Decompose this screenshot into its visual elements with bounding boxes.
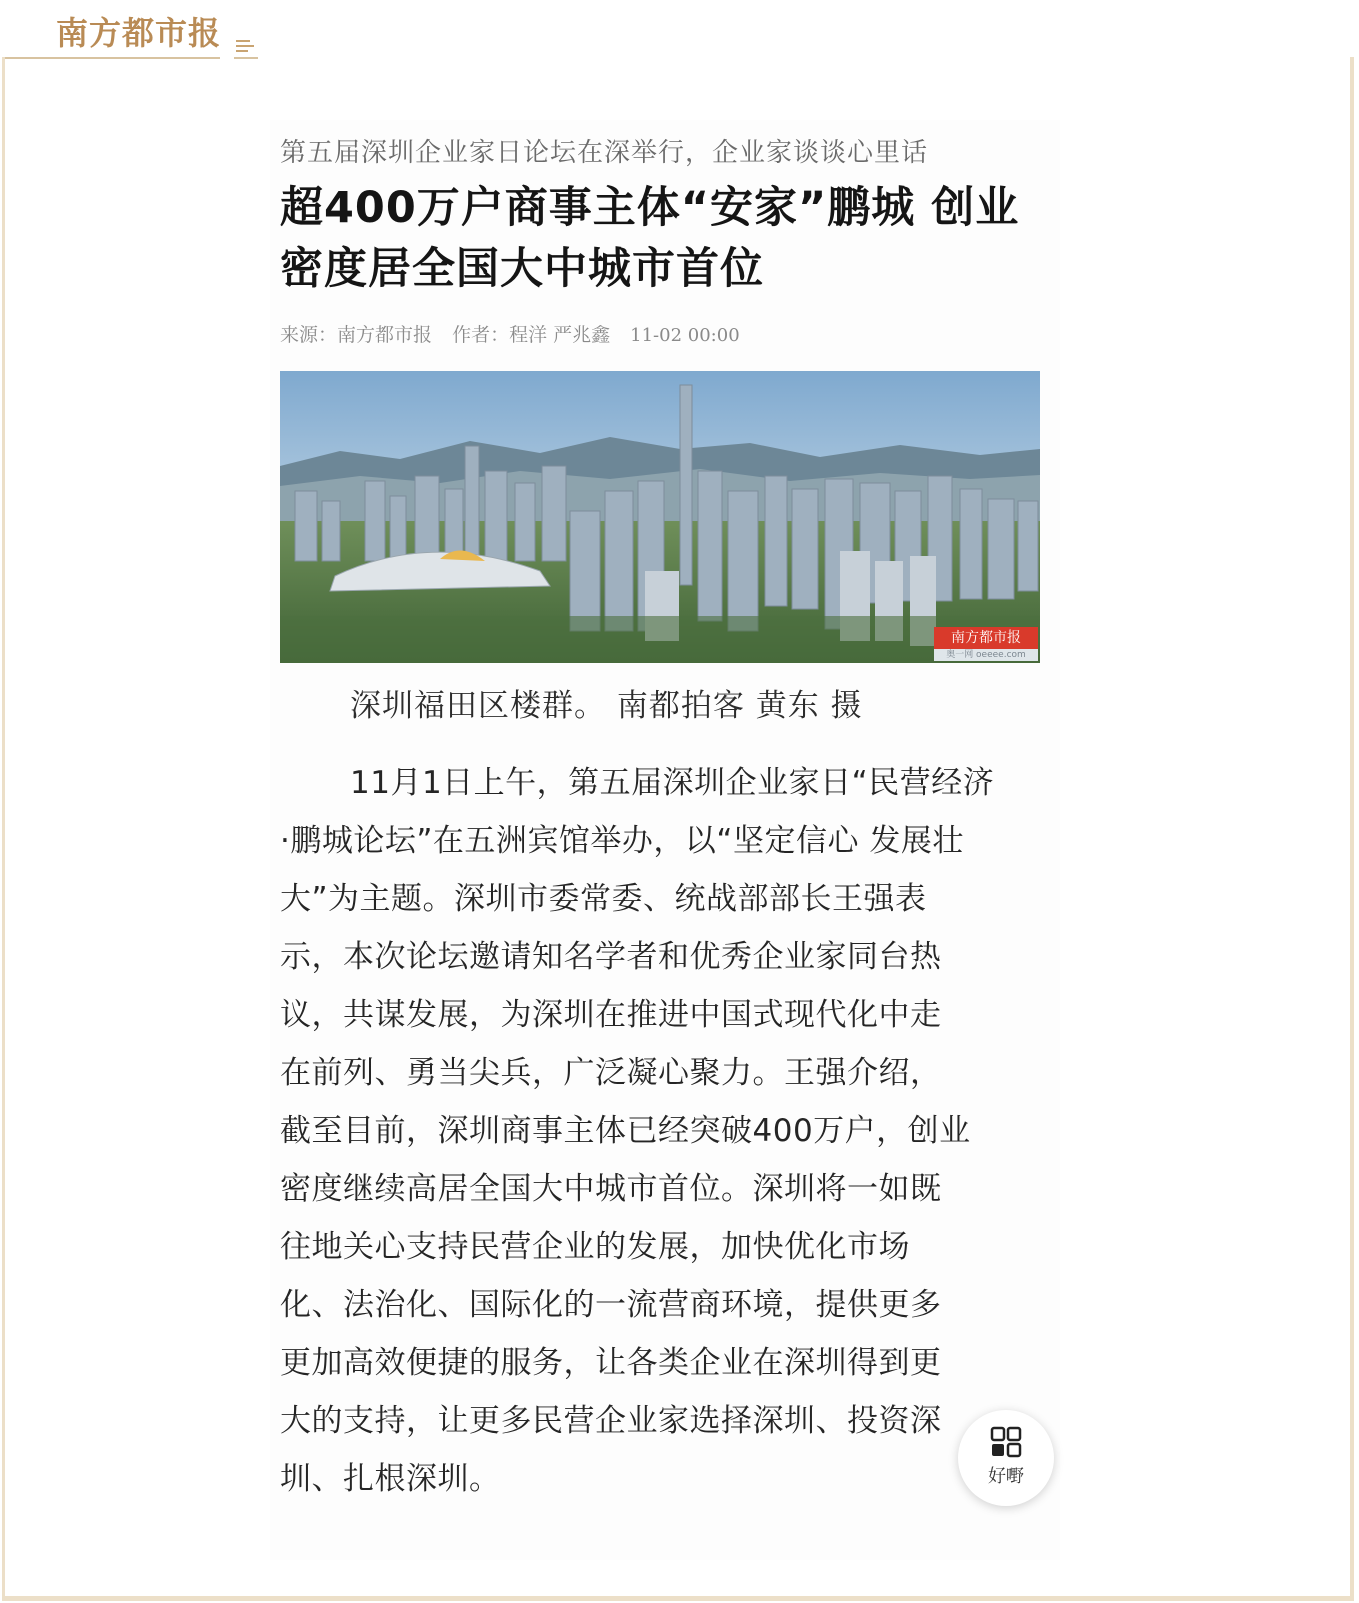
article-source: 来源：南方都市报 xyxy=(280,324,433,346)
article-kicker: 第五届深圳企业家日论坛在深举行，企业家谈谈心里话 xyxy=(280,138,929,168)
article-body xyxy=(280,754,1050,1508)
photo-caption: 深圳福田区楼群。 南都拍客 黄东 摄 xyxy=(350,688,863,724)
frame-top-line-end xyxy=(234,57,258,59)
float-button-label: 好嘢 xyxy=(988,1466,1024,1487)
article-headline xyxy=(280,178,1040,300)
article-meta xyxy=(280,320,754,347)
frame-left-border xyxy=(2,57,5,1601)
article-datetime: 11-02 00:00 xyxy=(630,325,740,346)
frame-top-line xyxy=(2,57,220,59)
body-line: 截至目前，深圳商事主体已经突破400万户，创业 xyxy=(280,1113,971,1149)
body-line: 往地关心支持民营企业的发展，加快优化市场 xyxy=(280,1229,910,1265)
brand-mark-decoration xyxy=(236,40,254,56)
frame-bottom-border xyxy=(2,1596,1354,1601)
photo-watermark-sub: 奥一网 oeeee.com xyxy=(934,649,1038,661)
body-line: 议，共谋发展，为深圳在推进中国式现代化中走 xyxy=(280,997,942,1033)
body-line: 在前列、勇当尖兵，广泛凝心聚力。王强介绍， xyxy=(280,1055,942,1091)
body-line: ·鹏城论坛”在五洲宾馆举办，以“坚定信心 发展壮 xyxy=(280,823,964,859)
body-line: 更加高效便捷的服务，让各类企业在深圳得到更 xyxy=(280,1345,942,1381)
body-line: 大”为主题。深圳市委常委、统战部部长王强表 xyxy=(280,881,927,917)
body-line: 圳、扎根深圳。 xyxy=(280,1461,501,1497)
headline-line: 密度居全国大中城市首位 xyxy=(280,244,764,294)
article-author: 作者：程洋 严兆鑫 xyxy=(452,324,611,346)
headline-line: 超400万户商事主体“安家”鹏城 创业 xyxy=(280,183,1020,233)
body-line: 化、法治化、国际化的一流营商环境，提供更多 xyxy=(280,1287,942,1323)
article-screenshot xyxy=(270,120,1060,1560)
frame-right-border xyxy=(1350,57,1354,1601)
body-line: 11月1日上午，第五届深圳企业家日“民营经济 xyxy=(350,765,995,801)
haoye-float-button[interactable] xyxy=(958,1410,1054,1506)
brand-logo: 南方都市报 xyxy=(56,14,222,52)
photo-watermark: 南方都市报 xyxy=(934,627,1038,649)
body-line: 大的支持，让更多民营企业家选择深圳、投资深 xyxy=(280,1403,942,1439)
city-skyline-photo xyxy=(280,371,1040,663)
grid-apps-icon xyxy=(990,1426,1022,1458)
body-line: 密度继续高居全国大中城市首位。深圳将一如既 xyxy=(280,1171,942,1207)
body-line: 示，本次论坛邀请知名学者和优秀企业家同台热 xyxy=(280,939,942,975)
